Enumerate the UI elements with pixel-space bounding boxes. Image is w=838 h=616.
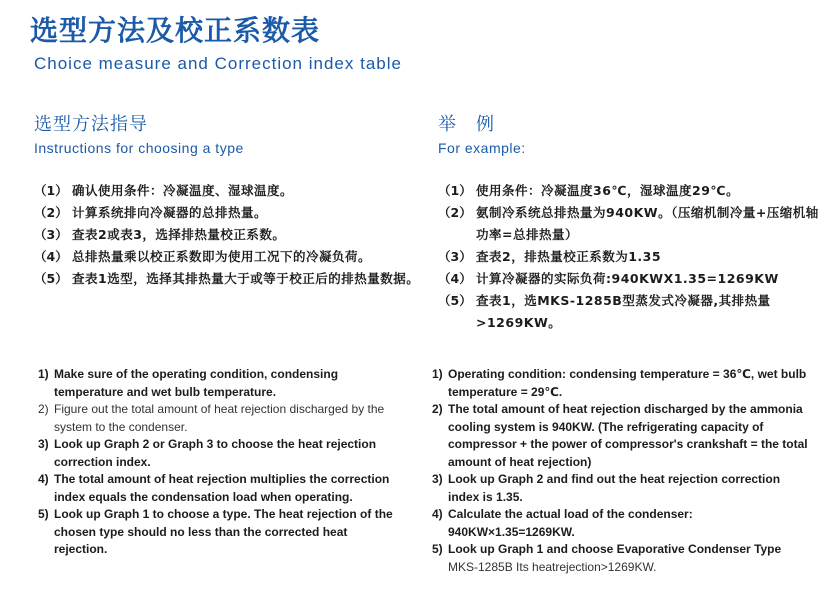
example-section bbox=[438, 114, 828, 334]
item-number: 3) bbox=[38, 437, 49, 451]
example-item-en-2 bbox=[432, 401, 812, 471]
item-number: （4） bbox=[438, 271, 472, 287]
instruction-item-en-5 bbox=[38, 506, 398, 559]
example-item-cn-2 bbox=[438, 202, 828, 246]
item-text: 查表2，排热量校正系数为1.35 bbox=[476, 249, 662, 265]
instruction-item-cn-3 bbox=[34, 224, 424, 246]
item-text: Operating condition: condensing temperature = 36℃, wet bulb temperature = 29℃. bbox=[448, 367, 807, 399]
example-item-cn-5 bbox=[438, 290, 828, 334]
item-number: 2) bbox=[38, 402, 49, 416]
item-text: 查表1，选MKS-1285B型蒸发式冷凝器,其排热量>1269KW。 bbox=[476, 293, 771, 331]
example-list-english bbox=[432, 366, 812, 576]
item-text: 氨制冷系统总排热量为940KW。（压缩机制冷量+压缩机轴功率=总排热量） bbox=[476, 205, 819, 243]
item-number: （2） bbox=[438, 205, 472, 221]
page-title-english: Choice measure and Correction index table bbox=[34, 54, 402, 73]
example-item-cn-3 bbox=[438, 246, 828, 268]
item-text: Look up Graph 1 to choose a type. The heat rejection of the chosen type should no less than the corrected heat rejection. bbox=[54, 507, 393, 556]
item-text: Make sure of the operating condition, condensing temperature and wet bulb temperature. bbox=[54, 367, 339, 399]
item-number: 4) bbox=[432, 507, 443, 521]
example-heading-english: For example: bbox=[438, 139, 526, 156]
item-text: 查表1选型，选择其排热量大于或等于校正后的排热量数据。 bbox=[72, 271, 420, 287]
item-text-light: MKS-1285B Its heatrejection>1269KW. bbox=[448, 559, 657, 574]
example-item-cn-1 bbox=[438, 180, 828, 202]
instruction-item-cn-4 bbox=[34, 246, 424, 268]
item-number: 3) bbox=[432, 472, 443, 486]
instruction-item-en-3 bbox=[38, 436, 398, 471]
item-number: （2） bbox=[34, 205, 68, 221]
example-item-en-3 bbox=[432, 471, 812, 506]
instruction-item-cn-5 bbox=[34, 268, 424, 290]
page-title-chinese: 选型方法及校正系数表 bbox=[30, 14, 321, 47]
item-text-main: Look up Graph 1 and choose Evaporative Condenser Type bbox=[448, 542, 782, 556]
item-number: （1） bbox=[438, 183, 472, 199]
item-text: The total amount of heat rejection discharged by the ammonia cooling system is 940KW. (The refrigerating capacity of compressor + the power of compressor's crankshaft = the total amount of heat rejection) bbox=[448, 402, 808, 469]
item-number: 1) bbox=[38, 367, 49, 381]
item-text: Look up Graph 2 and find out the heat rejection correction index is 1.35. bbox=[448, 472, 781, 504]
item-text: Look up Graph 2 or Graph 3 to choose the heat rejection correction index. bbox=[54, 437, 377, 469]
item-number: （3） bbox=[438, 249, 472, 265]
instructions-heading-english: Instructions for choosing a type bbox=[34, 139, 244, 156]
item-text bbox=[448, 541, 812, 576]
instruction-item-cn-1 bbox=[34, 180, 424, 202]
example-heading-chinese: 举 例 bbox=[438, 114, 495, 135]
item-number: （4） bbox=[34, 249, 68, 265]
item-text: 查表2或表3，选择排热量校正系数。 bbox=[72, 227, 286, 243]
item-text: 总排热量乘以校正系数即为使用工况下的冷凝负荷。 bbox=[72, 249, 372, 265]
item-number: 4) bbox=[38, 472, 49, 486]
instructions-section bbox=[34, 114, 424, 290]
item-text: 确认使用条件：冷凝温度、湿球温度。 bbox=[72, 183, 294, 199]
example-item-en-1 bbox=[432, 366, 812, 401]
example-item-en-4 bbox=[432, 506, 812, 541]
instruction-item-en-1 bbox=[38, 366, 398, 401]
item-text: 计算系统排向冷凝器的总排热量。 bbox=[72, 205, 268, 221]
item-number: 1) bbox=[432, 367, 443, 381]
instructions-list-english bbox=[38, 366, 398, 559]
example-item-en-5 bbox=[432, 541, 812, 576]
item-number: （1） bbox=[34, 183, 68, 199]
item-text: Figure out the total amount of heat rejection discharged by the system to the condenser. bbox=[54, 402, 385, 434]
item-text: 计算冷凝器的实际负荷:940KWX1.35=1269KW bbox=[476, 271, 779, 287]
instruction-item-cn-2 bbox=[34, 202, 424, 224]
example-list-chinese bbox=[438, 180, 828, 334]
instructions-heading-chinese: 选型方法指导 bbox=[34, 114, 148, 135]
instruction-item-en-4 bbox=[38, 471, 398, 506]
instructions-list-chinese bbox=[34, 180, 424, 290]
item-number: 5) bbox=[432, 542, 443, 556]
item-number: （5） bbox=[34, 271, 68, 287]
item-number: （5） bbox=[438, 293, 472, 309]
item-number: 2) bbox=[432, 402, 443, 416]
item-number: 5) bbox=[38, 507, 49, 521]
instruction-item-en-2 bbox=[38, 401, 398, 436]
item-text: 使用条件：冷凝温度36℃，湿球温度29℃。 bbox=[476, 183, 740, 199]
item-number: （3） bbox=[34, 227, 68, 243]
item-text: Calculate the actual load of the condenser: 940KW×1.35=1269KW. bbox=[448, 507, 693, 539]
example-item-cn-4 bbox=[438, 268, 828, 290]
item-text: The total amount of heat rejection multiplies the correction index equals the condensation load when operating. bbox=[54, 472, 390, 504]
